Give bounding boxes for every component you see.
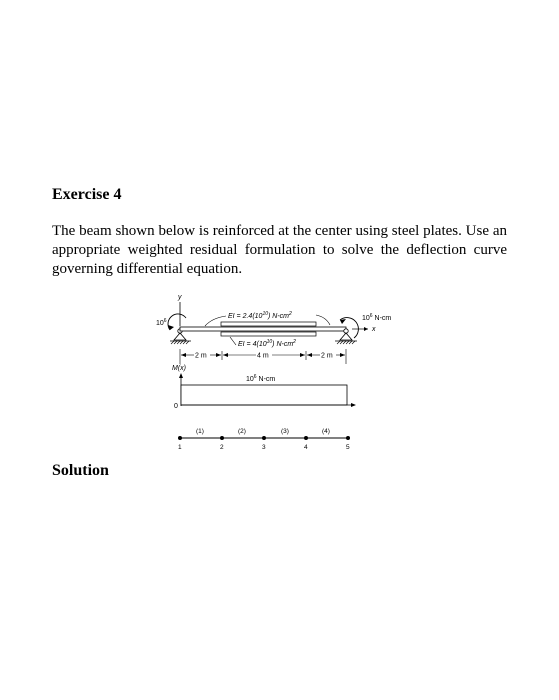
node-label-2: 2 bbox=[220, 444, 224, 451]
problem-statement: The beam shown below is reinforced at the center using steel plates. Use an appropriate weighted residual formulation to solve the deflection curve governing differential equation. bbox=[52, 223, 507, 277]
ei-center-label: EI = $4(10^{10})$ $N-cm^2$ bbox=[238, 339, 296, 348]
dim-left-label: 2 m bbox=[195, 352, 207, 360]
top-plate bbox=[221, 322, 316, 326]
x-axis-label: x bbox=[372, 326, 376, 333]
left-moment-label: $10^6$ bbox=[156, 318, 167, 327]
moment-axis-label: M(x) bbox=[172, 365, 186, 372]
element-label-4: (4) bbox=[322, 428, 330, 435]
bottom-plate bbox=[221, 332, 316, 336]
moment-diagram bbox=[181, 385, 347, 405]
dim-center-label: 4 m bbox=[257, 352, 269, 360]
right-support-triangle bbox=[340, 333, 352, 340]
right-ground-hatch bbox=[337, 341, 355, 344]
element-label-3: (3) bbox=[281, 428, 289, 435]
ei-center-leader bbox=[230, 337, 236, 345]
node-label-1: 1 bbox=[178, 444, 182, 451]
moment-base-arrowhead bbox=[351, 403, 356, 407]
y-axis-label: y bbox=[178, 294, 182, 301]
moment-value-label: $10^6$ N-cm bbox=[246, 374, 276, 383]
node-label-5: 5 bbox=[346, 444, 350, 451]
x-axis-arrowhead bbox=[364, 327, 368, 331]
dim-right-label: 2 m bbox=[321, 352, 333, 360]
ei-outer-leader-right bbox=[316, 315, 330, 325]
left-support-triangle bbox=[174, 333, 186, 340]
solution-heading: Solution bbox=[52, 462, 109, 479]
left-ground-hatch bbox=[171, 341, 189, 344]
node-label-4: 4 bbox=[304, 444, 308, 451]
moment-axis-arrowhead bbox=[179, 373, 183, 378]
element-label-2: (2) bbox=[238, 428, 246, 435]
element-label-1: (1) bbox=[196, 428, 204, 435]
exercise-title: Exercise 4 bbox=[52, 186, 122, 203]
node-label-3: 3 bbox=[262, 444, 266, 451]
right-moment-label: $10^6$ N-cm bbox=[362, 313, 392, 322]
moment-origin-label: 0 bbox=[174, 403, 178, 410]
ei-outer-label: EI = $2.4(10^{10})$ $N-cm^2$ bbox=[228, 311, 292, 320]
beam bbox=[180, 327, 346, 331]
